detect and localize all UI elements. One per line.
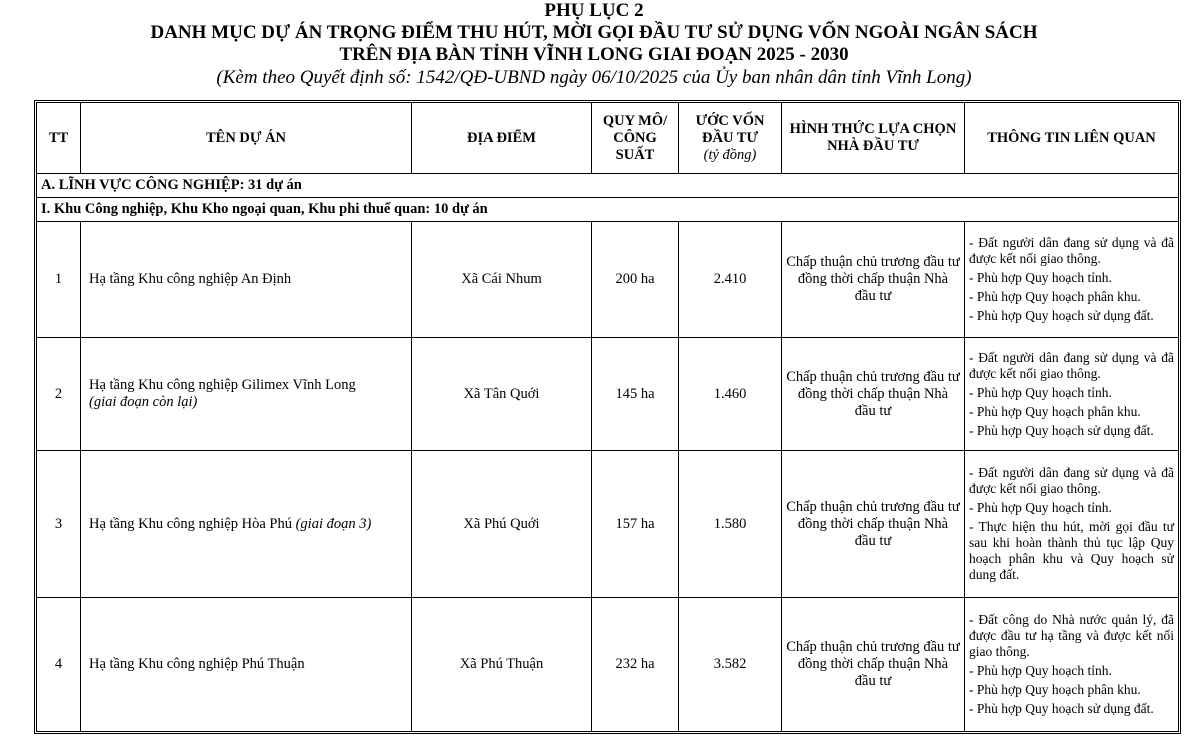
row-location: Xã Cái Nhum (412, 222, 592, 338)
row-tt: 1 (37, 222, 81, 338)
row-location: Xã Phú Thuận (412, 598, 592, 732)
table-row (37, 222, 1179, 338)
info-item: - Đất người dân đang sử dụng và đã được kết nối giao thông. (969, 349, 1174, 381)
row-project-name-note: (giai đoạn còn lại) (89, 394, 198, 410)
info-item: - Phù hợp Quy hoạch tỉnh. (969, 270, 1112, 285)
row-capital: 1.580 (679, 451, 782, 598)
document-subtitle: (Kèm theo Quyết định số: 1542/QĐ-UBND ngày 06/10/2025 của Ủy ban nhân dân tỉnh Vĩnh Long) (216, 67, 972, 88)
info-item: - Phù hợp Quy hoạch sử dụng đất. (969, 701, 1154, 716)
info-item: - Thực hiện thu hút, mời gọi đầu tư sau khi hoàn thành thủ tục lập Quy hoạch phân khu và Quy hoạch sử dung đất. (969, 519, 1174, 582)
row-capital: 1.460 (679, 338, 782, 451)
row-method: Chấp thuận chủ trương đầu tư đồng thời chấp thuận Nhà đầu tư (782, 598, 965, 732)
row-location: Xã Tân Quới (412, 338, 592, 451)
row-location: Xã Phú Quới (412, 451, 592, 598)
document-header (0, 0, 1188, 90)
row-method: Chấp thuận chủ trương đầu tư đồng thời chấp thuận Nhà đầu tư (782, 222, 965, 338)
section-i-label: I. Khu Công nghiệp, Khu Kho ngoại quan, Khu phi thuế quan: 10 dự án (37, 198, 1179, 222)
table-row (37, 338, 1179, 451)
row-scale: 232 ha (592, 598, 679, 732)
col-header-info: THÔNG TIN LIÊN QUAN (965, 103, 1179, 174)
table-row (37, 598, 1179, 732)
row-info (965, 598, 1179, 732)
info-item: - Đất công do Nhà nước quản lý, đã được đầu tư hạ tầng và được kết nối giao thông. (969, 612, 1174, 659)
row-scale: 157 ha (592, 451, 679, 598)
row-method: Chấp thuận chủ trương đầu tư đồng thời chấp thuận Nhà đầu tư (782, 338, 965, 451)
info-item: - Phù hợp Quy hoạch tỉnh. (969, 384, 1112, 400)
info-item: - Phù hợp Quy hoạch phân khu. (969, 682, 1141, 697)
row-project-name-text: Hạ tầng Khu công nghiệp Hòa Phú (89, 515, 292, 532)
info-item: - Đất người dân đang sử dụng và đã được kết nối giao thông. (969, 235, 1174, 266)
row-info (965, 222, 1179, 338)
row-project-name (81, 451, 412, 598)
row-tt: 2 (37, 338, 81, 451)
row-project-name-note: (giai đoạn 3) (295, 515, 372, 532)
row-tt: 3 (37, 451, 81, 598)
row-project-name-text: Hạ tầng Khu công nghiệp Phú Thuận (89, 656, 305, 672)
document-title-line-2: TRÊN ĐỊA BÀN TỈNH VĨNH LONG GIAI ĐOẠN 2025 - 2030 (339, 44, 849, 65)
col-header-tt: TT (37, 103, 81, 174)
appendix-title: PHỤ LỤC 2 (544, 0, 644, 21)
col-header-scale: QUY MÔ/ CÔNG SUẤT (592, 103, 679, 174)
col-header-capital-unit: (tỷ đồng) (703, 146, 757, 163)
col-header-name: TÊN DỰ ÁN (81, 103, 412, 174)
row-info (965, 451, 1179, 598)
section-a-label: A. LĨNH VỰC CÔNG NGHIỆP: 31 dự án (37, 174, 1179, 198)
project-table (36, 102, 1179, 732)
col-header-capital-label: ƯỚC VỐN ĐẦU TƯ (695, 112, 765, 146)
row-scale: 145 ha (592, 338, 679, 451)
row-tt: 4 (37, 598, 81, 732)
table-header-row (37, 103, 1179, 174)
row-scale: 200 ha (592, 222, 679, 338)
row-project-name (81, 598, 412, 732)
info-item: - Đất người dân đang sử dụng và đã được kết nối giao thông. (969, 465, 1174, 496)
info-item: - Phù hợp Quy hoạch phân khu. (969, 289, 1141, 304)
document-title-line-1: DANH MỤC DỰ ÁN TRỌNG ĐIỂM THU HÚT, MỜI GỌI ĐẦU TƯ SỬ DỤNG VỐN NGOÀI NGÂN SÁCH (150, 22, 1038, 43)
col-header-capital (679, 103, 782, 174)
row-project-name-text: Hạ tầng Khu công nghiệp An Định (89, 271, 292, 287)
row-project-name (81, 222, 412, 338)
row-method: Chấp thuận chủ trương đầu tư đồng thời chấp thuận Nhà đầu tư (782, 451, 965, 598)
info-item: - Phù hợp Quy hoạch phân khu. (969, 403, 1141, 419)
info-item: - Phù hợp Quy hoạch sử dụng đất. (969, 308, 1154, 323)
info-item: - Phù hợp Quy hoạch tỉnh. (969, 500, 1112, 515)
section-row-i (37, 198, 1179, 222)
info-item: - Phù hợp Quy hoạch sử dụng đất. (969, 422, 1154, 438)
row-capital: 2.410 (679, 222, 782, 338)
section-row-a (37, 174, 1179, 198)
row-capital: 3.582 (679, 598, 782, 732)
row-project-name-text: Hạ tầng Khu công nghiệp Gilimex Vĩnh Long (89, 377, 356, 393)
row-project-name (81, 338, 412, 451)
row-info (965, 338, 1179, 451)
info-item: - Phù hợp Quy hoạch tỉnh. (969, 663, 1112, 678)
table-row (37, 451, 1179, 598)
col-header-location: ĐỊA ĐIỂM (412, 103, 592, 174)
col-header-method: HÌNH THỨC LỰA CHỌN NHÀ ĐẦU TƯ (782, 103, 965, 174)
